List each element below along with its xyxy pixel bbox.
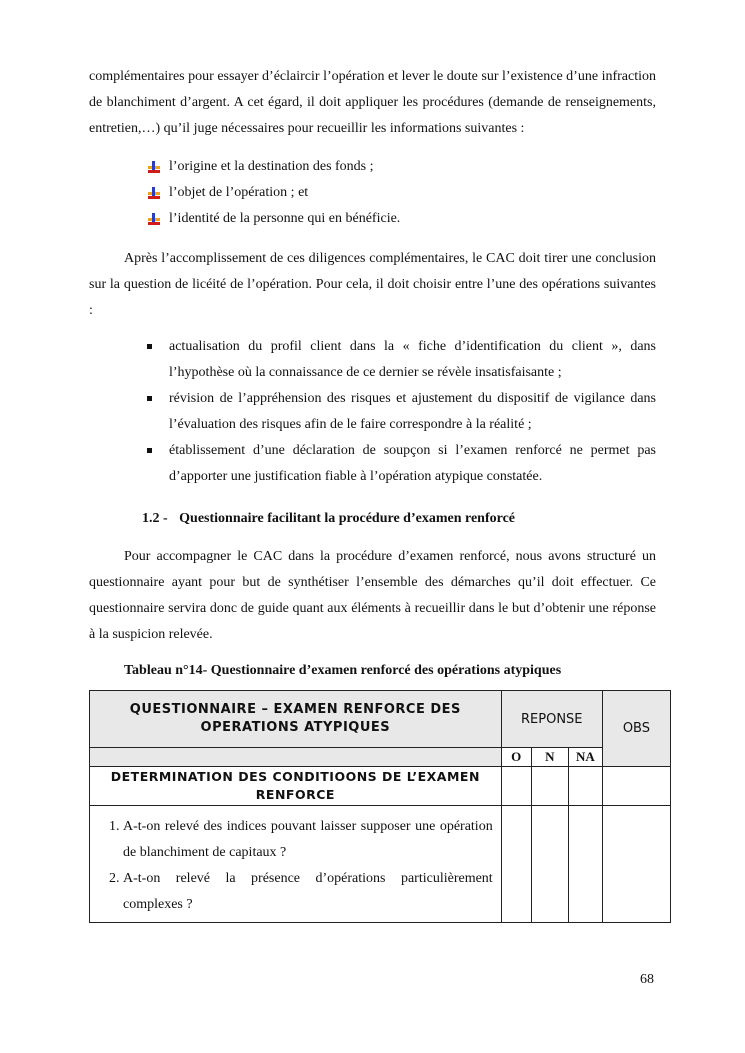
paragraph-continuation: complémentaires pour essayer d’éclaircir l’opération et lever le doute sur l’existence d’une infraction de blanchiment d’argent. A cet égard, il doit appliquer les procédures (demande de renseignements, entretien,…) qu’il juge nécessaires pour recueillir les informations suivantes : <box>89 69 656 136</box>
question-item: 2. A-t-on relevé la présence d’opérations particulièrement complexes ? <box>123 866 493 918</box>
table-subheader-o: O <box>501 748 531 767</box>
section-number: 1.2 - <box>142 511 168 526</box>
square-bullet-icon <box>147 396 152 401</box>
square-item-text: actualisation du profil client dans la « fiche d’identification du client », dans l’hypothèse où la connaissance de ce dernier se révèle insatisfaisante ; <box>169 339 656 380</box>
list-item <box>169 438 656 490</box>
square-bullet-icon <box>147 344 152 349</box>
table-subheader-n: N <box>531 748 568 767</box>
table-questions-cell <box>90 806 502 923</box>
table-cell <box>501 806 531 923</box>
arrow-item-text: l’identité de la personne qui en bénéficie. <box>169 211 401 226</box>
table-caption: Tableau n°14- Questionnaire d’examen renforcé des opérations atypiques <box>124 663 562 678</box>
table-cell <box>602 806 670 923</box>
table-cell <box>568 767 602 806</box>
arrow-item-text: l’objet de l’opération ; et <box>169 185 309 200</box>
question-list <box>90 806 501 922</box>
paragraph-questionnaire: Pour accompagner le CAC dans la procédure d’examen renforcé, nous avons structuré un questionnaire ayant pour but de synthétiser l’ensemble des démarches qu’il doit effectuer. Ce questionnaire servira donc de guide quant aux éléments à recueillir dans le but d’obtenir une réponse à la suspicion relevée. <box>89 549 656 642</box>
arrow-bullet-list <box>89 154 656 232</box>
table-cell <box>501 767 531 806</box>
list-item <box>148 206 656 232</box>
square-bullet-list <box>89 334 656 490</box>
table-header-obs: OBS <box>602 691 670 767</box>
table-header-reponse: REPONSE <box>501 691 602 748</box>
table-subheader-blank <box>90 748 502 767</box>
table-subheader-na: NA <box>568 748 602 767</box>
square-bullet-icon <box>147 448 152 453</box>
list-item <box>169 334 656 386</box>
list-item <box>148 154 656 180</box>
table-cell <box>531 806 568 923</box>
table-cell <box>531 767 568 806</box>
page-number: 68 <box>640 972 654 987</box>
arrow-bullet-icon <box>148 161 160 173</box>
section-heading <box>89 506 656 532</box>
table-cell <box>568 806 602 923</box>
table-section-row: DETERMINATION DES CONDITIOONS DE L’EXAMEN RENFORCE <box>90 767 502 806</box>
table-header-title: QUESTIONNAIRE – EXAMEN RENFORCE DES OPERATIONS ATYPIQUES <box>90 691 502 748</box>
question-item: 1. A-t-on relevé des indices pouvant laisser supposer une opération de blanchiment de capitaux ? <box>123 814 493 866</box>
section-title: Questionnaire facilitant la procédure d’examen renforcé <box>179 511 516 526</box>
list-item <box>169 386 656 438</box>
arrow-bullet-icon <box>148 213 160 225</box>
arrow-bullet-icon <box>148 187 160 199</box>
square-item-text: établissement d’une déclaration de soupçon si l’examen renforcé ne permet pas d’apporter une justification fiable à l’opération atypique constatée. <box>169 443 656 484</box>
paragraph-conclusion: Après l’accomplissement de ces diligences complémentaires, le CAC doit tirer une conclusion sur la question de licéité de l’opération. Pour cela, il doit choisir entre l’une des opérations suivantes : <box>89 251 656 318</box>
questionnaire-table <box>89 690 671 923</box>
list-item <box>148 180 656 206</box>
square-item-text: révision de l’appréhension des risques et ajustement du dispositif de vigilance dans l’évaluation des risques afin de le faire correspondre à la réalité ; <box>169 391 656 432</box>
arrow-item-text: l’origine et la destination des fonds ; <box>169 159 374 174</box>
table-cell <box>602 767 670 806</box>
document-page <box>89 64 656 923</box>
